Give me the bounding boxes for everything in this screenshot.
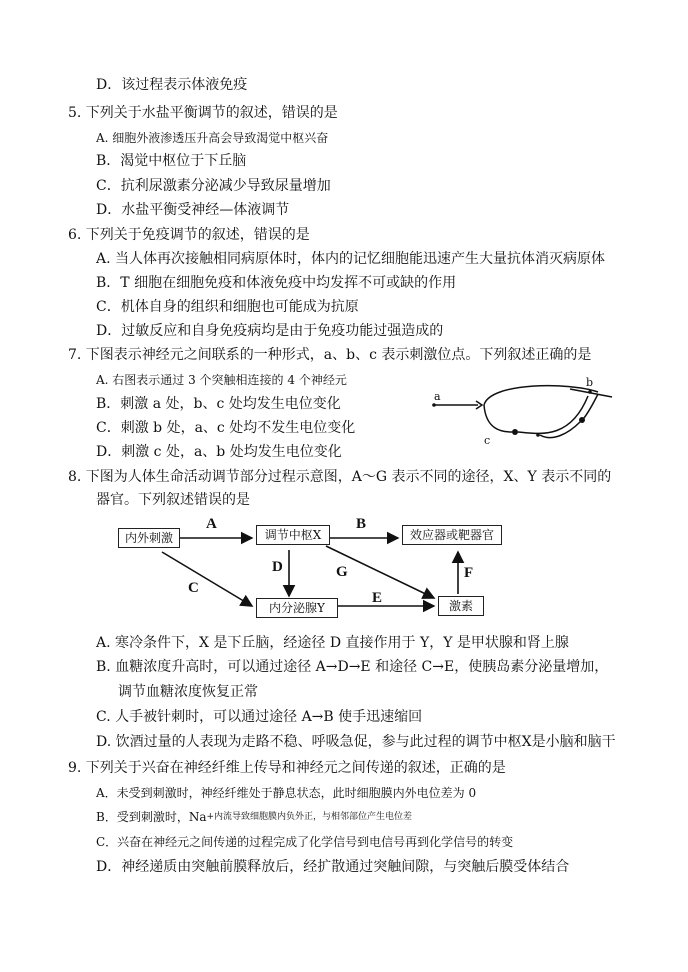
effector-box: 效应器或靶器官 [402,525,502,545]
stimulus-box: 内外刺激 [118,528,180,548]
q8-stem-line1: 8. 下图为人体生命活动调节部分过程示意图，A～G 表示不同的途径，X、Y 表示不同的 [68,469,612,485]
q9-option-d: D．神经递质由突触前膜释放后，经扩散通过突触间隙，与突触后膜受体结合 [96,859,570,875]
q7-option-a: A. 右图表示通过 3 个突触相连接的 4 个神经元 [96,373,347,387]
q8-option-c: C. 人手被针刺时，可以通过途径 A→B 使手迅速缩回 [96,709,423,725]
pathway-label-f: F [464,565,474,581]
q6-stem: 6. 下列关于免疫调节的叙述，错误的是 [68,227,310,243]
q7-option-c: C．刺激 b 处，a、c 处均不发生电位变化 [96,420,356,436]
q9-option-a: A．未受到刺激时，神经纤维处于静息状态，此时细胞膜内外电位差为 0 [96,786,477,800]
q6-option-a: A. 当人体再次接触相同病原体时，体内的记忆细胞能迅速产生大量抗体消灭病原体 [96,251,606,267]
pathway-label-g: G [336,564,348,580]
q5-option-b: B．渴觉中枢位于下丘脑 [96,153,247,169]
q5-option-c: C．抗利尿激素分泌减少导致尿量增加 [96,178,331,194]
q5-option-a: A. 细胞外液渗透压升高会导致渴觉中枢兴奋 [96,131,329,145]
regulation-diagram [0,512,688,624]
pathway-label-a: A [206,516,217,532]
hormone-box: 激素 [438,596,484,616]
q9-option-b-prefix: B．受到刺激时，Na [96,810,207,824]
q6-option-b: B．T 细胞在细胞免疫和体液免疫中均发挥不可或缺的作用 [96,275,457,291]
q9-option-b [96,808,412,826]
q8-stem-line2: 器官。下列叙述错误的是 [96,492,250,508]
pathway-label-d: D [272,559,283,575]
stimulus-label-b: b [586,376,594,389]
q9-option-c: C．兴奋在神经元之间传递的过程完成了化学信号到电信号再到化学信号的转变 [96,835,514,849]
q7-option-d: D．刺激 c 处，a、b 处均发生电位变化 [96,444,342,460]
q6-option-c: C．机体自身的组织和细胞也可能成为抗原 [96,299,359,315]
q5-option-d: D．水盐平衡受神经—体液调节 [96,202,290,218]
q4-option-d: D．该过程表示体液免疫 [96,77,248,93]
q8-option-d: D. 饮酒过量的人表现为走路不稳、呼吸急促，参与此过程的调节中枢X是小脑和脑干 [96,734,616,750]
pathway-label-e: E [372,590,383,606]
q6-option-d: D．过敏反应和自身免疫病均是由于免疫功能过强造成的 [96,323,444,339]
stimulus-label-c: c [484,434,491,447]
q7-option-b: B．刺激 a 处，b、c 处均发生电位变化 [96,396,341,412]
pathway-label-c: C [188,580,199,596]
q9-stem: 9. 下列关于兴奋在神经纤维上传导和神经元之间传递的叙述，正确的是 [68,760,506,776]
regulation-center-box: 调节中枢X [256,525,330,545]
stimulus-label-a: a [434,390,441,403]
q5-stem: 5. 下列关于水盐平衡调节的叙述，错误的是 [68,105,338,121]
q8-option-b-line1: B. 血糖浓度升高时，可以通过途径 A→D→E 和途径 C→E，使胰岛素分泌量增加， [96,659,609,675]
q8-option-b-line2: 调节血糖浓度恢复正常 [118,684,258,700]
q8-option-a: A. 寒冷条件下，X 是下丘脑，经途径 D 直接作用于 Y，Y 是甲状腺和肾上腺 [96,635,569,651]
neuron-figure [420,372,620,454]
pathway-label-b: B [356,516,367,532]
q7-stem: 7. 下图表示神经元之间联系的一种形式，a、b、c 表示刺激位点。下列叙述正确的是 [68,347,592,363]
endocrine-gland-box: 内分泌腺Y [256,598,338,618]
q9-option-b-text: +内流导致细胞膜内负外正，与相邻部位产生电位差 [206,812,413,822]
